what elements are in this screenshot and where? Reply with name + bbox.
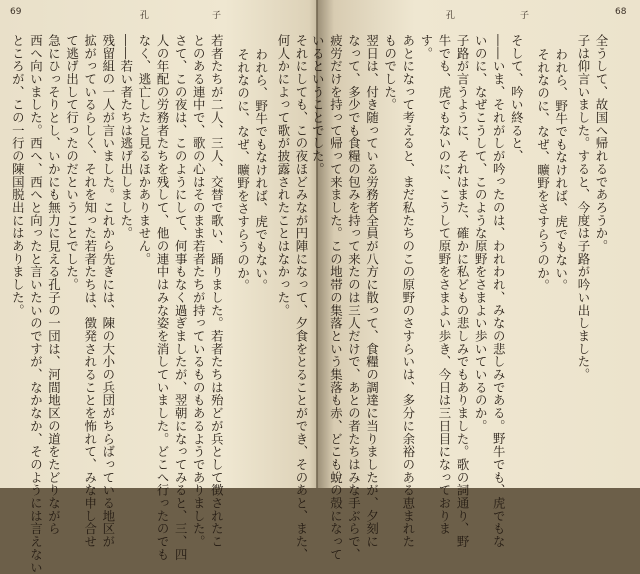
right-running-header-second: 子 xyxy=(520,11,530,21)
text-line: さて、この夜は、このようにして、何事もなく過ぎましたが、翌朝になってみると、三、四 xyxy=(173,34,189,561)
text-line: 拡がっているらしく、それを知った若者たちは、徴発されることを怖れて、みな申し合せ xyxy=(82,34,98,548)
text-line: なく、逃亡したと見るほかありません。 xyxy=(136,34,152,266)
verse-line: それなのに、なぜ、曠野をさすらうのか。 xyxy=(535,48,551,293)
text-line: 若者たちが二人、三人、交替で歌い、踊りました。若者たちは殆どが兵として徴されたこ xyxy=(209,34,225,548)
text-line: す。 xyxy=(418,34,434,60)
left-page-number: 69 xyxy=(10,7,22,17)
text-line: 子路が言うように、それはまた、確かに私どもの悲しみでもありました。歌の詞通り、野 xyxy=(455,34,471,548)
text-line: 全うして、故国へ帰れるであろうか。 xyxy=(594,34,609,253)
text-line: 西へ向いました。西へ、西へと向ったと言いたいのですが、なかなか、そのようには言えない xyxy=(28,34,44,574)
left-running-header-first: 孔 xyxy=(140,11,150,21)
text-line: ところが、この一行の陳国脱出にはありました。 xyxy=(10,34,26,317)
text-line: 急にひっそりとし、いかにも無力に見える孔子の一団は、河間地区の道をたどりながら xyxy=(46,34,62,536)
text-line: いるということでした。 xyxy=(310,34,326,176)
left-text-columns xyxy=(10,34,309,574)
text-line: なって、多少でも食糧の包みを持って来たのは三人だけで、あとの者たちはみな手ぶらで、 xyxy=(346,34,362,561)
text-line: それにしても、この夜ほどみなが円陣になって、夕食をとることができ、そのあと、また、 xyxy=(294,34,309,561)
verse-line: われら、野牛でもなければ、虎でもない。 xyxy=(553,48,569,293)
left-running-header-second: 子 xyxy=(212,11,222,21)
text-line: ――いま、それがしが吟ったのは、われわれ、みなの悲しみである。野牛でも、虎でもな xyxy=(491,34,507,548)
text-line: て逃げ出して行ったのだということでした。 xyxy=(64,34,80,291)
verse-line: それなのに、なぜ、曠野をさすらうのか。 xyxy=(235,48,251,293)
text-line: そして、吟い終ると、 xyxy=(509,34,525,163)
text-line: 翌日は、付き随っている労務者全員が八方に散って、食糧の調達に当りましたが、夕刻に xyxy=(364,34,380,548)
text-line: ――若い者たちは逃げ出しました。 xyxy=(118,34,134,240)
text-line: いのに、なぜこうして、このような原野をさまよい歩いているのか。 xyxy=(473,34,489,433)
right-text-columns xyxy=(310,34,609,561)
text-line: あとになって考えると、まだ私たちのこの原野のさすらいは、多分に余裕のある恵まれた xyxy=(400,34,416,548)
text-line: 子は仰言いました。すると、今度は子路が吟い出しました。 xyxy=(575,34,591,381)
right-running-header-first: 孔 xyxy=(446,11,456,21)
text-line: 牛でも、虎でもないのに、こうして原野をさまよい歩き、今日は三日目になっておりま xyxy=(436,34,452,536)
text-line: ものでした。 xyxy=(382,34,398,112)
text-line: 人の年配の労務者たちを残して、他の連中はみな姿を消していました。どこへ行ったのでも xyxy=(155,34,171,561)
right-page-number: 68 xyxy=(615,7,627,17)
verse-line: われら、野牛でもなければ、虎でもない。 xyxy=(253,48,269,293)
text-line: 残留組の一人が言いました。これから先きには、陳の大小の兵団がちらばっている地区が xyxy=(100,34,116,548)
text-line: とのある連中で、歌の心はそのまま若者たちが持っているものもあるようでありました。 xyxy=(191,34,207,548)
text-line: 何人かによって歌が披露されたことはなかった。 xyxy=(275,34,291,317)
text-line: 疲労だけを持って帰って来ました。この地帯の集落という集落も赤、どこも蛻の殻になって xyxy=(328,34,344,561)
